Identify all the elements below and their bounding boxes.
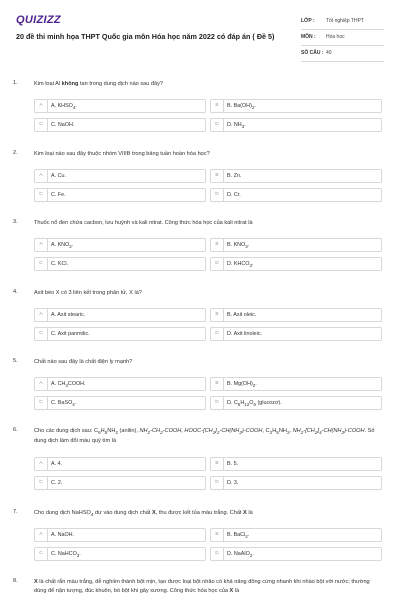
option-letter: B (211, 170, 224, 182)
answer-option-d[interactable] (210, 547, 382, 561)
option-letter: A (35, 100, 48, 112)
option-text: B. $Ba(OH)_2$. (227, 103, 256, 111)
option-text: D. $NH_3$. (227, 122, 246, 130)
question-text: Kim loại Al không tan trong dung dịch nào sau đây? (34, 81, 164, 87)
question-text: X là chất rắn màu trắng, dễ nghiền thành bột mịn, tạo được loại bột nhão có khả năng đông cứng nhanh khi nhào bột với nước; thường dùng để nặn tượng, đúc khuôn, bó bột khi gãy xương. Công thức hóa học của X là (34, 579, 370, 594)
option-text: C. NaHCO$_3$. (51, 551, 81, 559)
option-text: D. $KHCO_3$. (227, 261, 254, 269)
answer-option-c[interactable] (34, 257, 206, 271)
document-title: 20 đề thi minh họa THPT Quốc gia môn Hóa học năm 2022 có đáp án ( Đề 5) (16, 32, 275, 41)
answer-option-a[interactable] (34, 528, 206, 542)
option-letter: B (211, 458, 224, 470)
question-text: Thuốc nổ đen chứa cacbon, lưu huỳnh và kali nitrat. Công thức hóa học của kali nitrat là (34, 220, 253, 226)
answer-option-d[interactable] (210, 396, 382, 410)
option-text: C. KCl. (51, 261, 69, 267)
option-text: C. BaSO$_4$. (51, 400, 77, 408)
answer-option-a[interactable] (34, 238, 206, 252)
option-text: B. Axit oleic. (227, 312, 257, 318)
answer-option-a[interactable] (34, 457, 206, 471)
answer-option-c[interactable] (34, 118, 206, 132)
answer-option-b[interactable] (210, 169, 382, 183)
option-letter: A (35, 239, 48, 251)
option-text: C. NaOH. (51, 122, 75, 128)
answer-option-d[interactable] (210, 476, 382, 490)
meta-label: MÔN : (301, 34, 316, 40)
answer-option-a[interactable] (34, 377, 206, 391)
answer-option-b[interactable] (210, 308, 382, 322)
option-text: A. NaOH. (51, 532, 75, 538)
option-letter: D (211, 119, 224, 131)
option-text: C. 2. (51, 480, 63, 486)
question-text: Chất nào sau đây là chất điện ly mạnh? (34, 359, 133, 365)
question-number: 8. (13, 578, 18, 584)
question-number: 3. (13, 219, 18, 225)
option-text: B. $KNO_3$. (227, 242, 250, 250)
answer-option-b[interactable] (210, 457, 382, 471)
option-text: B. $Mg(OH)_2$. (227, 381, 257, 389)
option-letter: B (211, 529, 224, 541)
option-letter: D (211, 397, 224, 409)
question-text: Cho dung dịch NaHSO$_4$ dư vào dung dịch chất X, thu được kết tủa màu trắng. Chất X là (34, 510, 253, 518)
answer-option-a[interactable] (34, 99, 206, 113)
option-text: B. BaCl$_2$. (227, 532, 250, 540)
option-letter: C (35, 477, 48, 489)
answer-option-c[interactable] (34, 327, 206, 341)
option-text: B. Zn. (227, 173, 242, 179)
option-text: D. NaAlO$_2$. (227, 551, 254, 559)
option-letter: A (35, 378, 48, 390)
answer-option-d[interactable] (210, 257, 382, 271)
option-letter: C (35, 397, 48, 409)
option-letter: D (211, 328, 224, 340)
answer-option-c[interactable] (34, 396, 206, 410)
answer-option-c[interactable] (34, 188, 206, 202)
meta-value: Hóa học (326, 34, 345, 40)
option-letter: A (35, 170, 48, 182)
option-letter: C (35, 119, 48, 131)
answer-option-b[interactable] (210, 238, 382, 252)
option-text: B. 5. (227, 461, 239, 467)
option-text: A. $KNO_2$. (51, 242, 74, 250)
option-letter: C (35, 258, 48, 270)
option-text: A. $KHSO_4$. (51, 103, 77, 111)
option-letter: B (211, 100, 224, 112)
answer-option-b[interactable] (210, 528, 382, 542)
question-number: 2. (13, 150, 18, 156)
option-letter: A (35, 309, 48, 321)
option-letter: D (211, 189, 224, 201)
question-text: Axit béo X có 3 liên kết trong phân tử, X là? (34, 290, 142, 296)
question-number: 4. (13, 289, 18, 295)
answer-option-c[interactable] (34, 547, 206, 561)
option-text: D. $C_6H_{12}O_6$ (glucozơ). (227, 400, 282, 408)
option-text: D. Axit linoleic. (227, 331, 263, 337)
option-letter: D (211, 548, 224, 560)
meta-label: SỐ CÂU : (301, 50, 324, 56)
question-text: Cho các dung dịch sau: $C_6H_5NH_2$ (anilin), $NH_2-CH_2$-COOH, HOOC-$[CH_2]_2-CH(NH_2)$-COOH, $C_2H_5NH_2$, $NH_2-[CH_2]_4-CH(NH_2)$-COOH. Số dung dịch làm đổi màu quỳ tím là (34, 428, 375, 445)
answer-option-a[interactable] (34, 169, 206, 183)
question-number: 1. (13, 80, 18, 86)
option-letter: A (35, 529, 48, 541)
option-text: D. Cr. (227, 192, 241, 198)
question-text: Kim loại nào sau đây thuộc nhóm VIIIB trong bảng tuần hoàn hóa học? (34, 151, 210, 157)
quizizz-logo: QUIZIZZ (16, 14, 61, 26)
option-letter: A (35, 458, 48, 470)
option-letter: B (211, 309, 224, 321)
option-text: C. Fe. (51, 192, 66, 198)
question-number: 5. (13, 358, 18, 364)
option-letter: D (211, 258, 224, 270)
option-letter: D (211, 477, 224, 489)
option-text: A. Cu. (51, 173, 66, 179)
answer-option-c[interactable] (34, 476, 206, 490)
option-text: A. 4. (51, 461, 63, 467)
meta-label: LỚP : (301, 18, 315, 24)
answer-option-a[interactable] (34, 308, 206, 322)
option-letter: C (35, 189, 48, 201)
answer-option-d[interactable] (210, 327, 382, 341)
option-letter: C (35, 328, 48, 340)
option-text: D. 3. (227, 480, 239, 486)
answer-option-d[interactable] (210, 118, 382, 132)
option-text: C. Axit panmitic. (51, 331, 90, 337)
option-letter: C (35, 548, 48, 560)
question-number: 6. (13, 427, 18, 433)
meta-value: 40 (326, 50, 332, 56)
option-text: A. Axit stearic. (51, 312, 86, 318)
option-letter: B (211, 239, 224, 251)
answer-option-b[interactable] (210, 377, 382, 391)
answer-option-b[interactable] (210, 99, 382, 113)
option-text: A. $CH_3COOH$. (51, 381, 86, 389)
question-number: 7. (13, 509, 18, 515)
option-letter: B (211, 378, 224, 390)
answer-option-d[interactable] (210, 188, 382, 202)
meta-value: Tốt nghiệp THPT (326, 18, 364, 24)
